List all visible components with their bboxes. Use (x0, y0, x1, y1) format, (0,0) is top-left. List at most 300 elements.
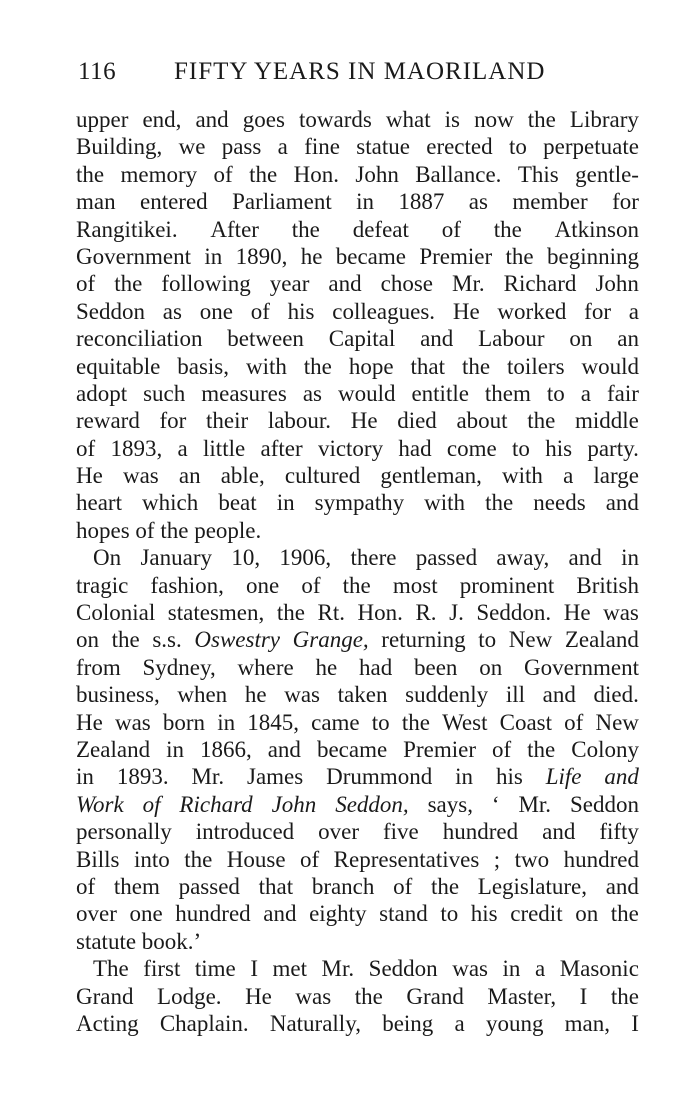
word: gentleman, (380, 463, 482, 489)
text-line (76, 298, 639, 325)
text-line (76, 270, 639, 297)
word: which (142, 490, 199, 516)
word: 1893. (116, 764, 169, 790)
word: fine (304, 134, 340, 160)
word: of (564, 709, 584, 735)
word: passed (415, 545, 478, 571)
text-line (76, 928, 639, 955)
text-line (76, 681, 639, 708)
word: equitable (76, 353, 161, 379)
text-line (76, 955, 639, 982)
word: the (76, 161, 105, 187)
word: Zealand (76, 736, 151, 762)
word: Ballance. (415, 161, 502, 187)
word: He (350, 408, 378, 434)
word: one (129, 901, 163, 927)
word: on (479, 654, 503, 680)
word: beat (218, 490, 257, 516)
word: for (584, 298, 611, 324)
page-header (78, 58, 638, 92)
word: Premier (419, 243, 493, 269)
word: of (76, 271, 96, 297)
word: House (226, 846, 286, 872)
word: pass (221, 134, 262, 160)
word: and (605, 490, 639, 516)
text-line (76, 161, 639, 188)
word: born (162, 709, 206, 735)
word: the (114, 271, 143, 297)
word: in (217, 709, 236, 735)
word: a (580, 380, 591, 406)
word: with (502, 463, 543, 489)
word: statue (356, 134, 410, 160)
word: middle (575, 408, 639, 434)
word: Government (76, 243, 191, 269)
word: eighty (309, 901, 367, 927)
word: is (444, 107, 460, 132)
word: 1845, (247, 709, 299, 735)
word: John (271, 791, 317, 817)
word: chose (380, 271, 433, 297)
word: and (328, 271, 362, 297)
word: a (177, 435, 188, 461)
word: On (93, 545, 122, 571)
word: over (76, 901, 117, 927)
word: says, (427, 791, 473, 817)
word: one (199, 298, 233, 324)
word: large (593, 463, 639, 489)
word: a (628, 298, 639, 324)
word: such (143, 380, 186, 406)
word: in (204, 243, 223, 269)
word: come (446, 435, 497, 461)
word: toilers (507, 353, 565, 379)
word: entitle (411, 380, 469, 406)
word: he (244, 682, 267, 708)
word: the (527, 408, 556, 434)
word: to (512, 435, 530, 461)
word: beginning (547, 243, 639, 269)
word: goes (242, 107, 285, 132)
word: to (478, 627, 497, 653)
word: met (272, 956, 308, 982)
word: Richard (503, 271, 577, 297)
word: an (617, 326, 639, 352)
text-line (76, 736, 639, 763)
word: Seddon. (476, 600, 552, 626)
word: Building, (76, 134, 163, 160)
word: hope (348, 353, 394, 379)
word: man, (564, 1010, 611, 1036)
text-line (76, 709, 639, 736)
word: the (303, 353, 332, 379)
word: Legislature, (477, 873, 587, 899)
word: when (177, 682, 228, 708)
word: and (263, 901, 297, 927)
word: and (568, 545, 602, 571)
page-number: 116 (78, 58, 117, 85)
word: with (424, 490, 466, 516)
word: to (508, 134, 527, 160)
word: branch (311, 873, 375, 899)
word: of (76, 435, 96, 461)
word: introduced (195, 819, 295, 845)
word: gentle- (575, 161, 639, 187)
word: that (410, 353, 446, 379)
word: Seddon (368, 956, 438, 982)
word: I (250, 956, 258, 982)
word: as (162, 298, 182, 324)
word: prominent (459, 572, 555, 598)
word: 1887 (398, 189, 445, 215)
word: Parliament (232, 189, 332, 215)
word: and (542, 682, 576, 708)
word: of (76, 873, 96, 899)
word: little (203, 435, 246, 461)
word: on (76, 627, 99, 653)
word: his (470, 901, 498, 927)
text-line (76, 900, 639, 927)
word: hundred (175, 901, 251, 927)
word: died (397, 408, 437, 434)
word: being (382, 1010, 434, 1036)
word: basis, (177, 353, 229, 379)
word: Richard (179, 791, 253, 817)
word: reconciliation (76, 326, 203, 352)
word: ill (505, 682, 526, 708)
word: two (514, 846, 550, 872)
word: of (301, 572, 321, 598)
text-line (76, 216, 639, 243)
word: needs (533, 490, 586, 516)
word: Master, (487, 983, 557, 1009)
word: perpetuate (543, 134, 639, 160)
word: people. (194, 517, 262, 543)
word: sympathy (314, 490, 405, 516)
word: erected (426, 134, 493, 160)
word: and (195, 107, 229, 132)
body-text (76, 106, 639, 1037)
word: After (210, 216, 259, 242)
word: into (133, 846, 170, 872)
word: the (354, 983, 383, 1009)
word: adopt (76, 380, 128, 406)
word: the (485, 490, 514, 516)
word: book.’ (141, 928, 202, 954)
word: he (315, 654, 338, 680)
word: of (441, 216, 461, 242)
word: an (178, 463, 201, 489)
word: Masonic (559, 956, 639, 982)
word: from (76, 654, 121, 680)
word: suddenly (405, 682, 489, 708)
text-line (76, 435, 639, 462)
word: measures (201, 380, 287, 406)
word: there (350, 545, 397, 571)
word: on (575, 901, 599, 927)
word: 1893, (110, 435, 163, 461)
word: with (245, 353, 287, 379)
word: statute (76, 928, 142, 954)
word: in (621, 545, 639, 571)
word: memory (120, 161, 198, 187)
word: was (122, 463, 159, 489)
word: the (527, 107, 556, 132)
word: young (485, 1010, 544, 1036)
word: Grand (76, 983, 134, 1009)
word: I (631, 1010, 639, 1036)
word: the (505, 243, 534, 269)
word: Bills (76, 846, 120, 872)
word: for (612, 189, 639, 215)
word: died. (593, 682, 639, 708)
word: upper (76, 107, 129, 132)
word: R. (415, 600, 437, 626)
word: between (227, 326, 304, 352)
word: he (300, 243, 323, 269)
word: fashion, (150, 572, 224, 598)
word: for (159, 408, 187, 434)
text-line (76, 243, 639, 270)
word: Mr. (452, 271, 485, 297)
text-line (76, 188, 639, 215)
word: Naturally, (269, 1010, 361, 1036)
word: Representatives (333, 846, 480, 872)
word: fifty (599, 819, 639, 845)
word: Coast (499, 709, 553, 735)
word: been (414, 654, 458, 680)
word: victory (317, 435, 384, 461)
word: He (245, 983, 272, 1009)
word: He (452, 298, 480, 324)
word: in (166, 736, 184, 762)
word: I (579, 983, 588, 1009)
word: now (474, 107, 514, 132)
word: in (76, 764, 94, 790)
word: one (246, 572, 280, 598)
text-line (76, 462, 639, 489)
word: as (302, 380, 322, 406)
word: time (194, 956, 236, 982)
word: Drummond (326, 764, 433, 790)
word: Hon. (357, 600, 403, 626)
word: about (456, 408, 508, 434)
word: in (276, 490, 295, 516)
word: ‘ (491, 791, 500, 817)
word: a (563, 463, 574, 489)
word: a (534, 956, 546, 982)
word: and (605, 873, 639, 899)
word: Capital (328, 326, 396, 352)
word: returning (381, 627, 466, 653)
word: and (267, 736, 301, 762)
word: in (356, 189, 374, 215)
word: Hon. (293, 161, 339, 187)
word: became (335, 243, 406, 269)
text-line (76, 846, 639, 873)
word: the (249, 161, 278, 187)
word: the (291, 216, 320, 242)
word: them (113, 873, 160, 899)
word: J. (449, 600, 464, 626)
word: Sydney, (142, 654, 216, 680)
word: stand (379, 901, 428, 927)
word: The (93, 956, 129, 982)
word: member (512, 189, 588, 215)
word: worked (497, 298, 567, 324)
word: defeat (352, 216, 409, 242)
word: passed (178, 873, 240, 899)
word: was (295, 983, 332, 1009)
word: the (401, 709, 430, 735)
word: Colonial (76, 600, 156, 626)
word: Mr. (321, 956, 355, 982)
text-line (76, 133, 639, 160)
word: hopes (76, 517, 136, 543)
word: tragic (76, 572, 129, 598)
word: Mr. (191, 764, 225, 790)
word: on (569, 326, 593, 352)
word: business, (76, 682, 160, 708)
word: most (392, 572, 438, 598)
word: to (546, 380, 565, 406)
word: had (398, 435, 432, 461)
word: and (604, 764, 639, 790)
text-line (76, 489, 639, 516)
word: personally (76, 819, 172, 845)
word: John (595, 271, 639, 297)
word: them (484, 380, 531, 406)
word: James (247, 764, 304, 790)
word: the (493, 216, 522, 242)
word: the (610, 901, 639, 927)
word: West (442, 709, 488, 735)
text-line (76, 380, 639, 407)
word: Oswestry (194, 627, 281, 653)
word: the (184, 846, 213, 872)
word: and (542, 819, 576, 845)
text-line (76, 325, 639, 352)
word: following (161, 271, 251, 297)
word: Labour (478, 326, 545, 352)
text-line (76, 791, 639, 818)
word: came (311, 709, 360, 735)
word: Rt. (317, 600, 345, 626)
word: This (517, 161, 559, 187)
word: able, (220, 463, 265, 489)
word: of (300, 846, 320, 872)
word: the (160, 517, 195, 543)
word: credit (510, 901, 563, 927)
word: Seddon (76, 298, 145, 324)
text-line (76, 1010, 639, 1037)
word: where (237, 654, 294, 680)
word: fair (606, 380, 639, 406)
word: Life (545, 764, 582, 790)
word: entered (140, 189, 208, 215)
word: New (508, 627, 553, 653)
text-line (76, 517, 639, 544)
word: Zealand (564, 627, 639, 653)
word: s.s. (152, 627, 182, 653)
word: away, (496, 545, 550, 571)
word: became (316, 736, 388, 762)
word: the (111, 627, 140, 653)
text-line (76, 407, 639, 434)
word: a (454, 1010, 465, 1036)
word: was (603, 600, 639, 626)
text-line (76, 599, 639, 626)
word: their (206, 408, 249, 434)
word: 10, (231, 545, 261, 571)
word: heart (76, 490, 122, 516)
word: first (143, 956, 181, 982)
word: New (595, 709, 639, 735)
word: Library (569, 107, 639, 132)
word: Grange, (292, 627, 369, 653)
word: Premier (403, 736, 476, 762)
word: we (178, 134, 206, 160)
word: man (76, 189, 116, 215)
word: hundred (563, 846, 639, 872)
word: labour. (267, 408, 332, 434)
word: as (468, 189, 488, 215)
word: would (581, 353, 639, 379)
word: was (114, 709, 151, 735)
word: British (576, 572, 639, 598)
word: the (610, 983, 639, 1009)
word: Colony (571, 736, 639, 762)
word: He (76, 709, 103, 735)
word: over (318, 819, 360, 845)
word: after (260, 435, 303, 461)
word: cultured (284, 463, 361, 489)
word: the (527, 736, 556, 762)
word: of (393, 873, 413, 899)
word: end, (142, 107, 182, 132)
word: John (355, 161, 399, 187)
word: of (135, 517, 161, 543)
text-line (76, 763, 639, 790)
word: his (287, 298, 315, 324)
word: in (502, 956, 521, 982)
word: colleagues. (332, 298, 436, 324)
word: to (440, 901, 459, 927)
word: his (495, 764, 523, 790)
word: towards (298, 107, 372, 132)
word: his (545, 435, 573, 461)
word: was (284, 682, 320, 708)
word: what (385, 107, 431, 132)
word: to (371, 709, 390, 735)
word: year (269, 271, 310, 297)
word: Rangitikei. (76, 216, 178, 242)
word: of (250, 298, 270, 324)
word: He (563, 600, 591, 626)
text-line (76, 544, 639, 571)
word: had (359, 654, 393, 680)
word: January (140, 545, 212, 571)
text-line (76, 106, 639, 133)
word: five (383, 819, 419, 845)
word: Seddon, (335, 791, 409, 817)
word: ; (493, 846, 501, 872)
word: hundred (442, 819, 519, 845)
text-line (76, 818, 639, 845)
text-line (76, 353, 639, 380)
word: Work (76, 791, 124, 817)
word: Acting (76, 1010, 139, 1036)
